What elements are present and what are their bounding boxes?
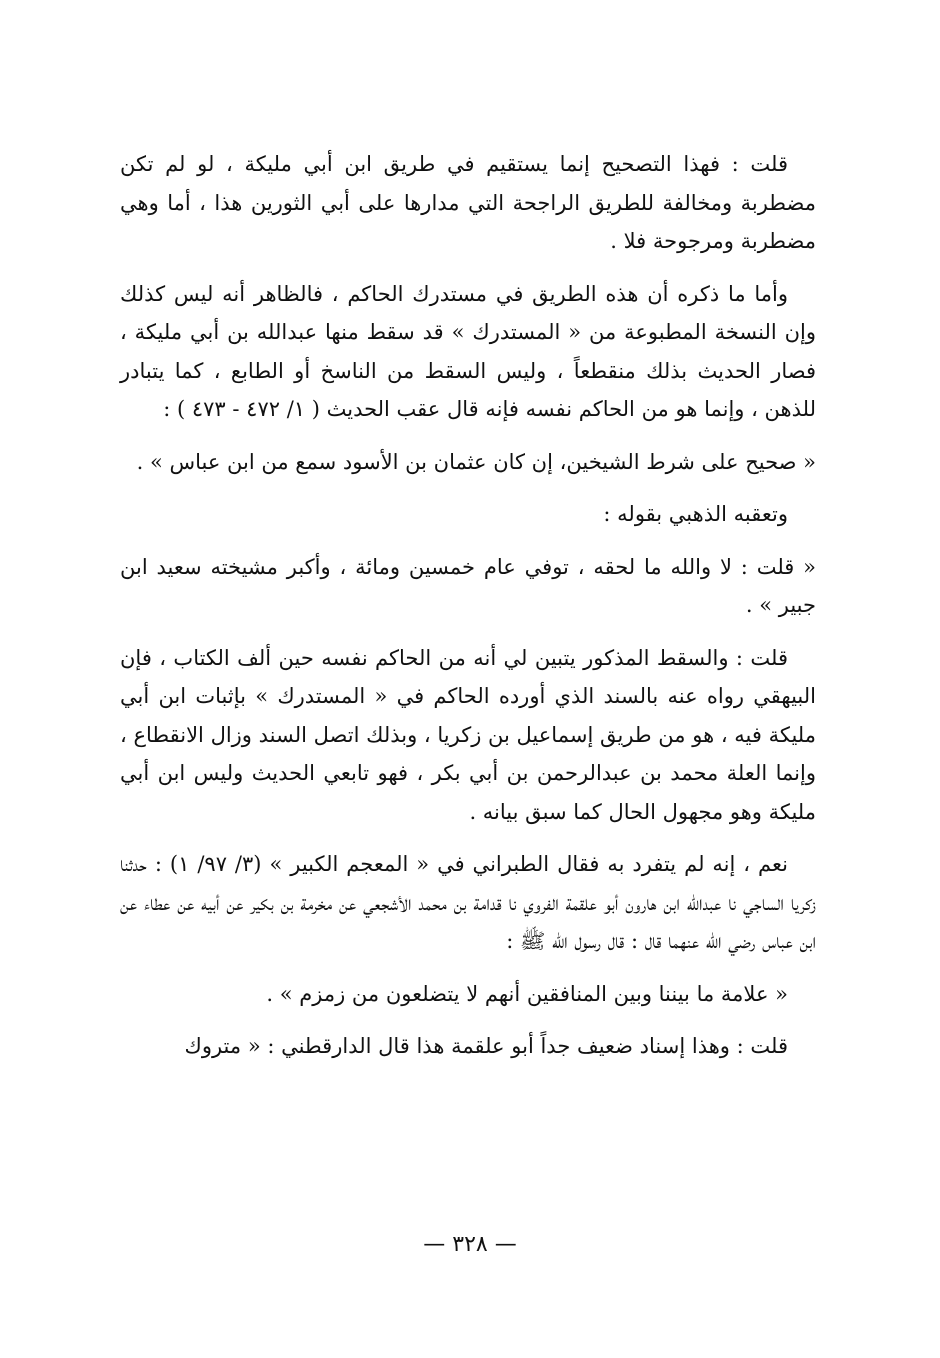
quote-paragraph: « صحيح على شرط الشيخين، إن كان عثمان بن الأسود سمع من ابن عباس » .	[136, 449, 816, 474]
paragraph: نعم ، إنه لم يتفرد به فقال الطبراني في « المعجم الكبير » (٣/ ٩٧/ ١) : حدثنا زكريا الساجي نا عبدالله ابن هارون أبو علقمة الفروي نا قدامة بن محمد الأشجعي عن مخرمة بن بكير عن أبيه عن عطاء عن ابن عباس رضي الله عنهما قال : قال رسول الله ﷺ :	[120, 852, 816, 953]
paragraph: وأما ما ذكره أن هذه الطريق في مستدرك الحاكم ، فالظاهر أنه ليس كذلك وإن النسخة المطبوعة من « المستدرك » قد سقط منها عبدالله بن أبي مليكة ، فصار الحديث بذلك منقطعاً ، وليس السقط من الناسخ أو الطابع ، كما يتبادر للذهن ، وإنما هو من الحاكم نفسه فإنه قال عقب الحديث ( ١/ ٤٧٢ - ٤٧٣ ) :	[120, 281, 816, 421]
paragraph: قلت : والسقط المذكور يتبين لي أنه من الحاكم نفسه حين ألف الكتاب ، فإن البيهقي رواه عنه بالسند الذي أورده الحاكم في « المستدرك » بإثبات ابن أبي مليكة فيه ، هو من طريق إسماعيل بن زكريا ، وبذلك اتصل السند وزال الانقطاع ، وإنما العلة محمد بن عبدالرحمن بن أبي بكر ، فهو تابعي الحديث وليس ابن أبي مليكة وهو مجهول الحال كما سبق بيانه .	[120, 645, 816, 824]
paragraph: قلت : فهذا التصحيح إنما يستقيم في طريق ابن أبي مليكة ، لو لم تكن مضطربة ومخالفة للطريق الراجحة التي مدارها على أبي الثورين هذا ، أما وهي مضطربة ومرجوحة فلا .	[120, 152, 816, 253]
paragraph: وتعقبه الذهبي بقوله :	[603, 502, 788, 526]
page-number: — ٣٢٨ —	[423, 1232, 517, 1257]
paragraph: قلت : وهذا إسناد ضعيف جداً أبو علقمة هذا قال الدارقطني : « متروك	[184, 1034, 788, 1058]
body-text	[120, 145, 816, 1080]
quote-paragraph: « قلت : لا والله ما لحقه ، توفي عام خمسين ومائة ، وأكبر مشيخته سعيد ابن جبير » .	[120, 554, 816, 617]
quote-paragraph: « علامة ما بيننا وبين المنافقين أنهم لا يتضلعون من زمزم » .	[266, 981, 788, 1006]
